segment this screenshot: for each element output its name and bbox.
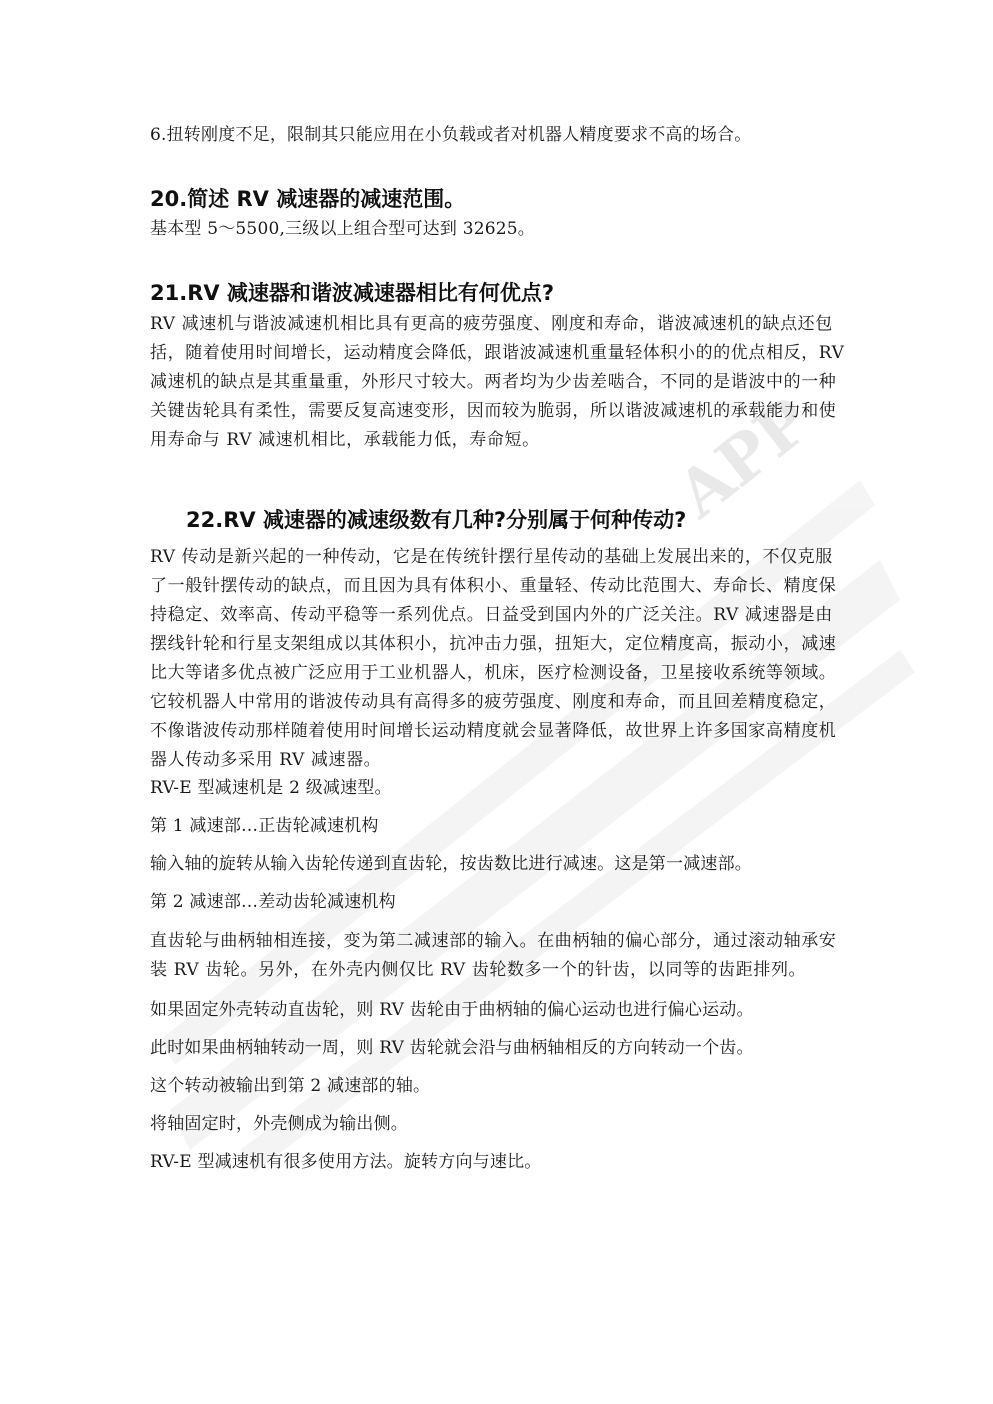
text-line: 第 2 减速部…差动齿轮减速机构 <box>150 892 396 912</box>
text-line: 此时如果曲柄轴转动一周，则 RV 齿轮就会沿与曲柄轴相反的方向转动一个齿。 <box>150 1038 754 1058</box>
text-line: 这个转动被输出到第 2 减速部的轴。 <box>150 1076 431 1096</box>
heading-q21: 21.RV 减速器和谐波减速器相比有何优点? <box>150 281 555 305</box>
text-line: 将轴固定时，外壳侧成为输出侧。 <box>150 1114 408 1134</box>
text-line: RV-E 型减速机有很多使用方法。旋转方向与速比。 <box>150 1152 542 1172</box>
text-line: 输入轴的旋转从输入齿轮传递到直齿轮，按齿数比进行减速。这是第一减速部。 <box>150 854 752 874</box>
heading-q20: 20.简述 RV 减速器的减速范围。 <box>150 187 466 211</box>
answer-q21: RV 减速机与谐波减速机相比具有更高的疲劳强度、刚度和寿命，谐波减速机的缺点还包括，随着使用时间增长，运动精度会降低，跟谐波减速机重量轻体积小的的优点相反，RV 减速机的缺点是其重量重，外形尺寸较大。两者均为少齿差啮合，不同的是谐波中的一种关键齿轮具有柔性，需要反复高速变形，因而较为脆弱，所以谐波减速机的承载能力和使用寿命与 RV 减速机相比，承载能力低，寿命短。 <box>150 314 845 450</box>
text-line: 如果固定外壳转动直齿轮，则 RV 齿轮由于曲柄轴的偏心运动也进行偏心运动。 <box>150 1000 754 1020</box>
text-line: 6.扭转刚度不足，限制其只能应用在小负载或者对机器人精度要求不高的场合。 <box>150 125 752 145</box>
answer-q22: RV 传动是新兴起的一种传动，它是在传统针摆行星传动的基础上发展出来的，不仅克服了一般针摆传动的缺点，而且因为具有体积小、重量轻、传动比范围大、寿命长、精度保持稳定、效率高、传动平稳等一系列优点。日益受到国内外的广泛关注。RV 减速器是由摆线针轮和行星支架组成以其体积小，抗冲击力强，扭矩大，定位精度高，振动小，减速比大等诸多优点被广泛应用于工业机器人，机床，医疗检测设备，卫星接收系统等领域。它较机器人中常用的谐波传动具有高得多的疲劳强度、刚度和寿命，而且回差精度稳定，不像谐波传动那样随着使用时间增长运动精度就会显著降低，故世界上许多国家高精度机器人传动多采用 RV 减速器。 <box>150 547 837 770</box>
answer-q20: 基本型 5～5500,三级以上组合型可达到 32625。 <box>150 219 535 239</box>
watermark-text: APP <box>663 383 825 533</box>
text-line: RV-E 型减速机是 2 级减速型。 <box>150 778 392 798</box>
paragraph: 直齿轮与曲柄轴相连接，变为第二减速部的输入。在曲柄轴的偏心部分，通过滚动轴承安装 RV 齿轮。另外，在外壳内侧仅比 RV 齿轮数多一个的针齿，以同等的齿距排列。 <box>150 931 837 980</box>
text-line: 第 1 减速部…正齿轮减速机构 <box>150 816 379 836</box>
heading-q22: 22.RV 减速器的减速级数有几种?分别属于何种传动? <box>186 508 687 532</box>
content <box>150 122 850 1187</box>
